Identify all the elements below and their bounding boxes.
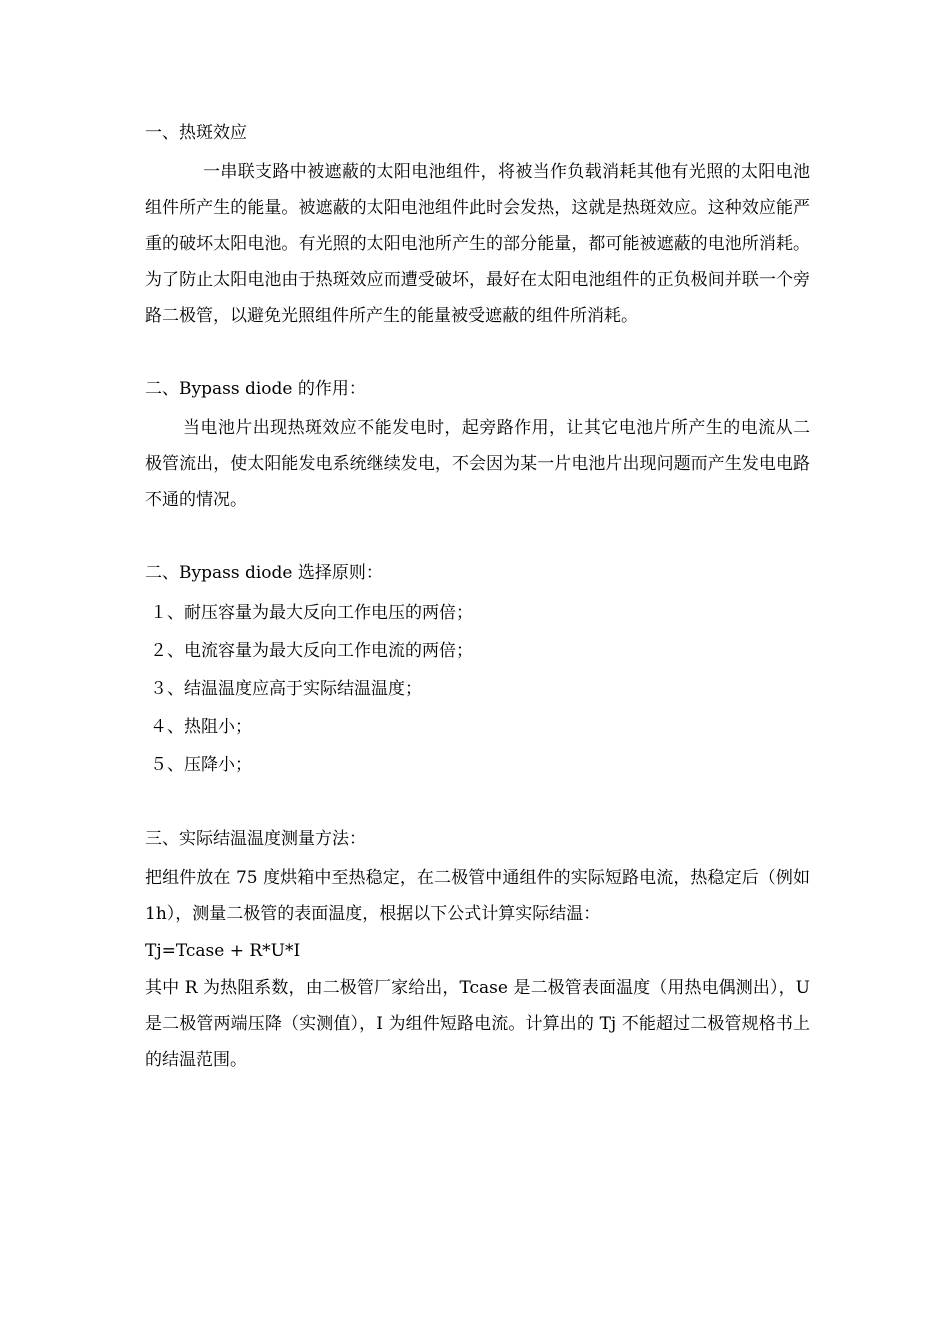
list-item: １、耐压容量为最大反向工作电压的两倍； [150,603,473,623]
section-paragraph: 一串联支路中被遮蔽的太阳电池组件，将被当作负载消耗其他有光照的太阳电池组件所产生的能量。被遮蔽的太阳电池组件此时会发热，这就是热斑效应。这种效应能严重的破坏太阳电池。有光照的太阳电池所产生的部分能量，都可能被遮蔽的电池所消耗。为了防止太阳电池由于热斑效应而遭受破坏，最好在太阳电池组件的正负极间并联一个旁路二极管，以避免光照组件所产生的能量被受遮蔽的组件所消耗。 [145,162,810,326]
section-paragraph: 当电池片出现热斑效应不能发电时，起旁路作用，让其它电池片所产生的电流从二极管流出，使太阳能发电系统继续发电，不会因为某一片电池片出现问题而产生发电电路不通的情况。 [145,418,810,510]
list-item: ４、热阻小； [150,717,252,737]
list-item: ５、压降小； [150,755,252,775]
section-heading: 二、Bypass diode 的作用： [145,379,366,399]
section-bypass-selection [145,558,810,784]
section-heading: 一、热斑效应 [145,123,247,143]
formula: Tj=Tcase + R*U*I [145,941,301,961]
method-paragraph: 把组件放在 75 度烘箱中至热稳定，在二极管中通组件的实际短路电流，热稳定后（例如 1h），测量二极管的表面温度，根据以下公式计算实际结温： [145,868,810,924]
explanation-paragraph: 其中 R 为热阻系数，由二极管厂家给出，Tcase 是二极管表面温度（用热电偶测出），U 是二极管两端压降（实测值），I 为组件短路电流。计算出的 Tj 不能超过二极管规格书上的结温范围。 [145,978,810,1070]
list-item: ２、电流容量为最大反向工作电流的两倍； [150,641,473,661]
selection-criteria-list [145,594,810,784]
section-bypass-function [145,374,810,518]
document-body [145,118,810,1118]
section-heading: 三、实际结温温度测量方法： [145,829,366,849]
section-heading: 二、Bypass diode 选择原则： [145,563,383,583]
section-junction-temp-method [145,824,810,1078]
section-hot-spot [145,118,810,334]
list-item: ３、结温温度应高于实际结温温度； [150,679,422,699]
